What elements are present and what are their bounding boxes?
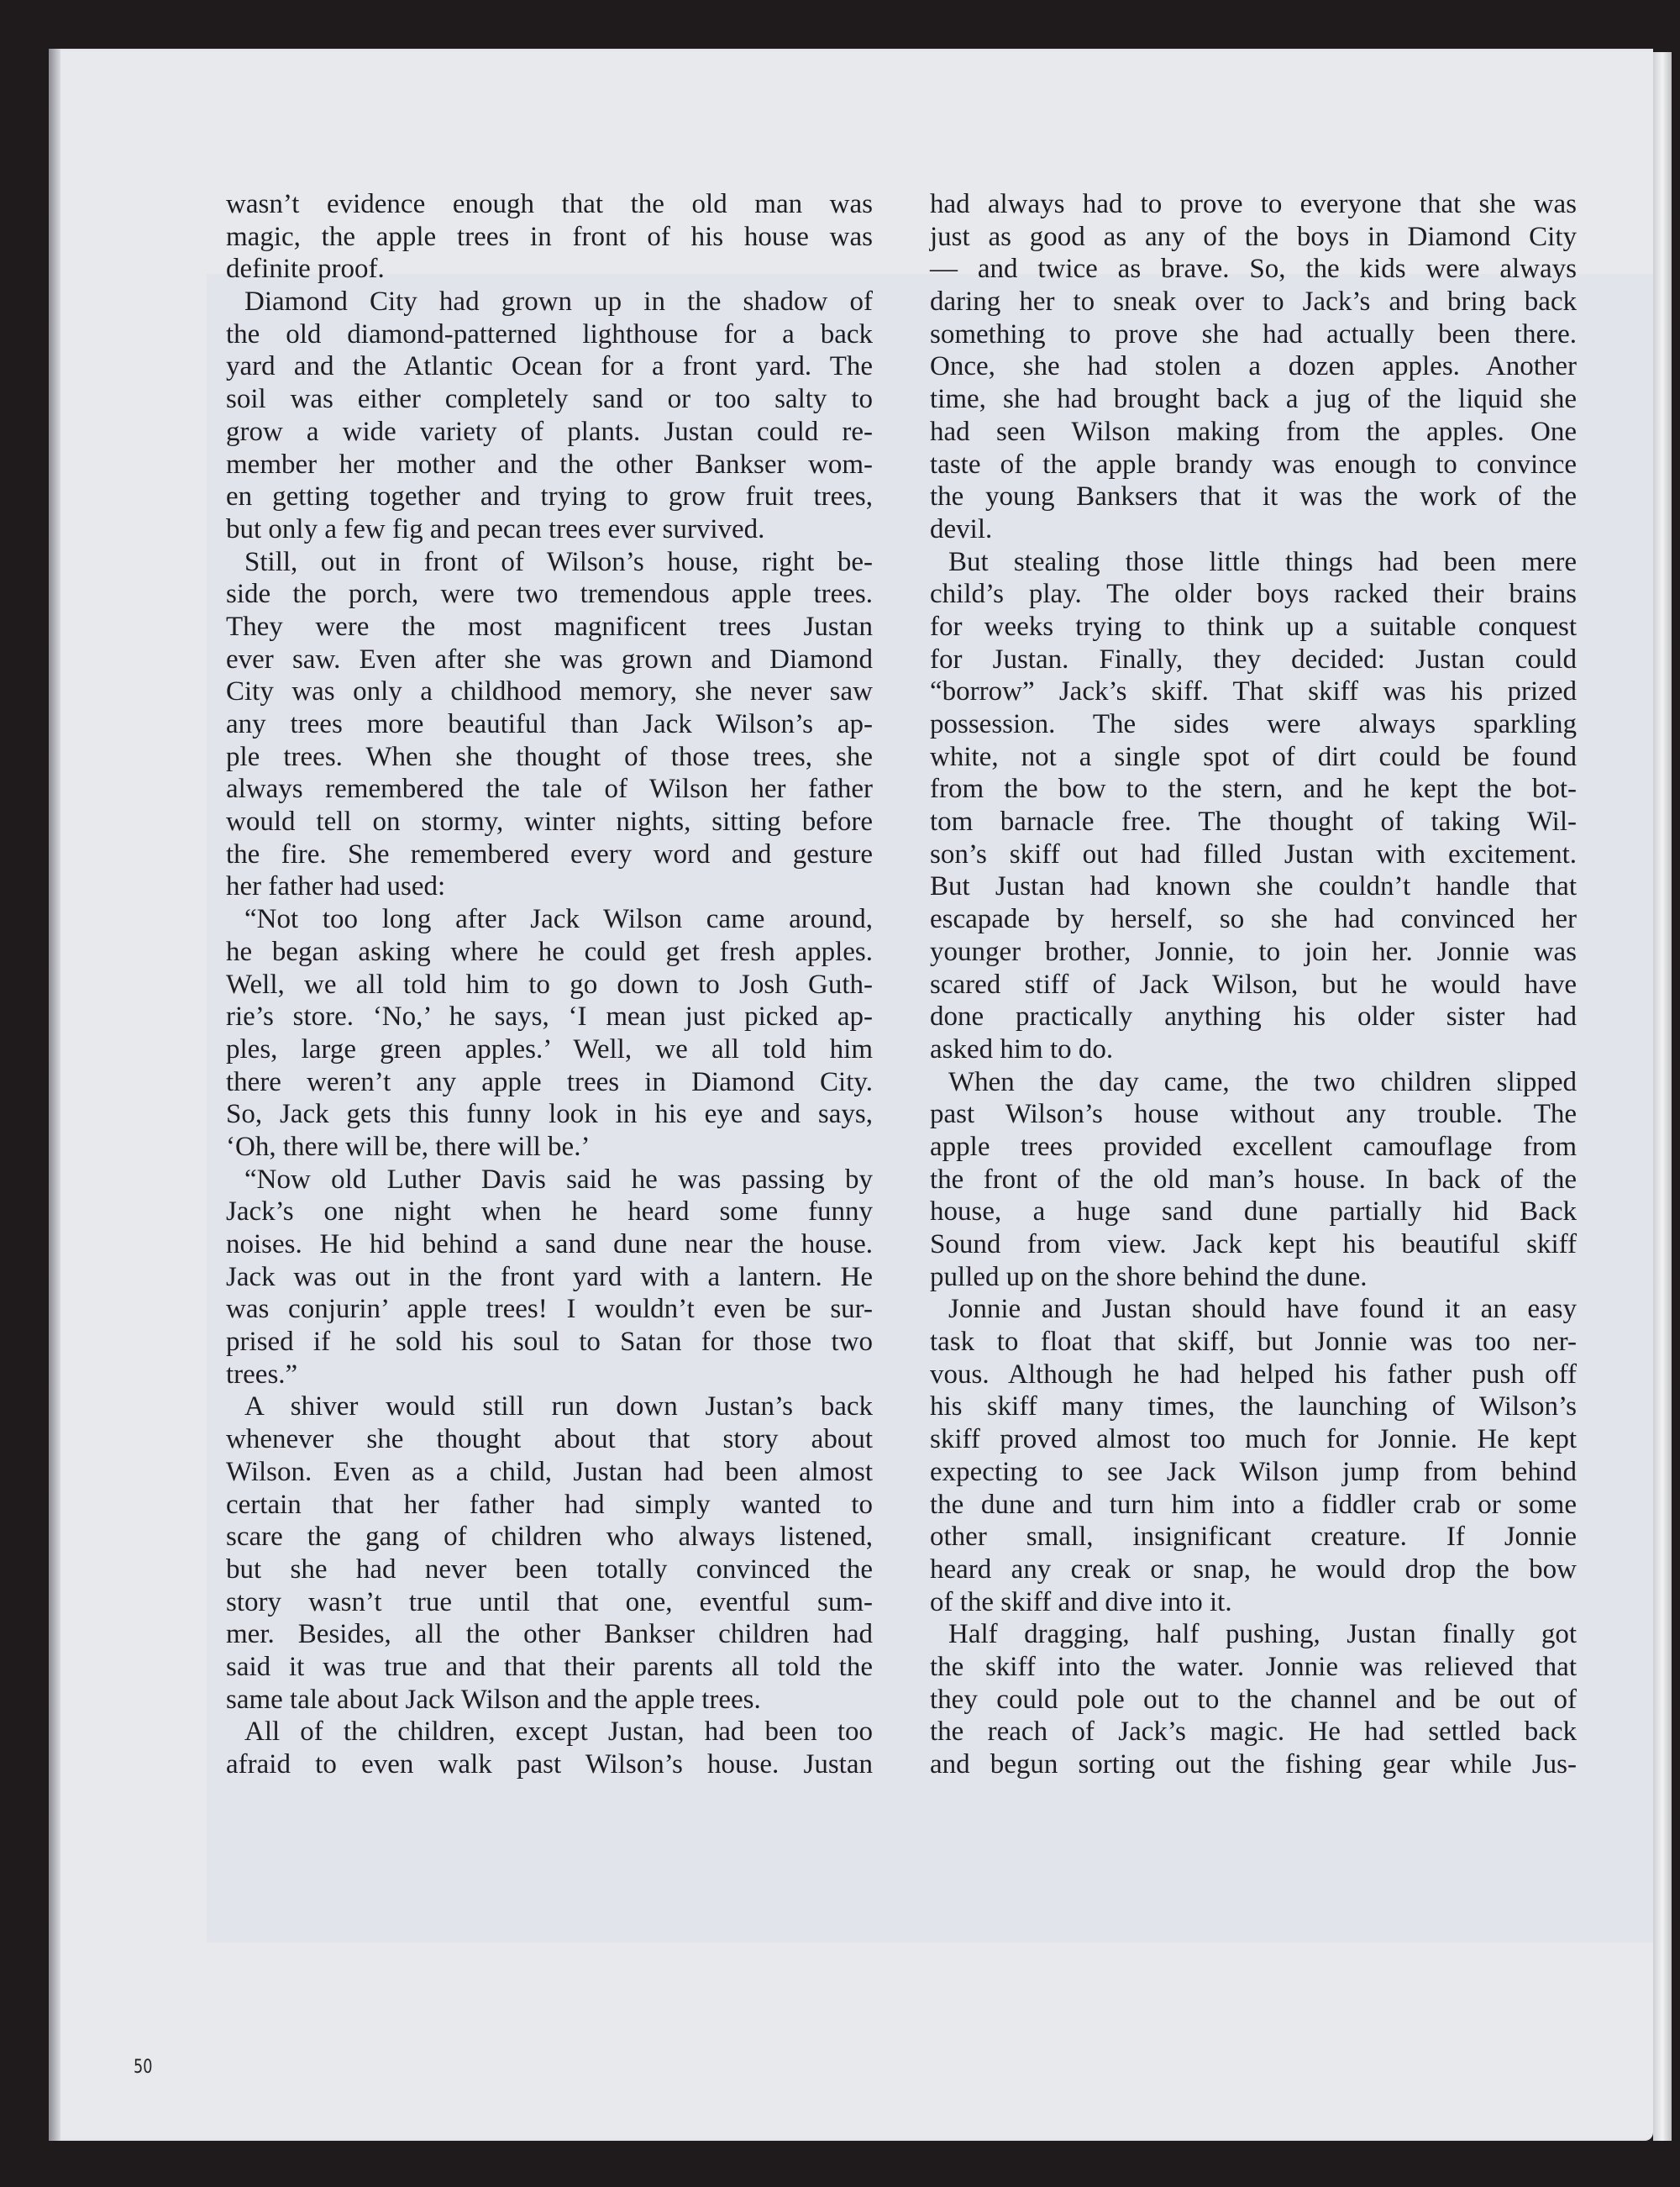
text-line: the front of the old man’s house. In back of the: [930, 1164, 1577, 1195]
text-line: house, a huge sand dune partially hid Back: [930, 1196, 1577, 1228]
text-line: for Justan. Finally, they decided: Justan could: [930, 644, 1577, 675]
text-line: When the day came, the two children slipped: [948, 1066, 1577, 1097]
text-line: the dune and turn him into a fiddler crab or some: [930, 1489, 1577, 1520]
text-line: ples, large green apples.’ Well, we all told him: [226, 1033, 873, 1065]
text-line: was conjurin’ apple trees! I wouldn’t even be sur-: [226, 1294, 873, 1325]
text-line: But Justan had known she couldn’t handle that: [930, 871, 1577, 902]
text-line: So, Jack gets this funny look in his eye and says,: [226, 1099, 873, 1130]
text-line: Still, out in front of Wilson’s house, right be-: [244, 546, 873, 577]
text-line: They were the most magnificent trees Justan: [226, 611, 873, 642]
paragraph: [226, 546, 873, 904]
text-line: definite proof.: [226, 254, 385, 285]
text-line: en getting together and trying to grow fruit trees,: [226, 481, 873, 513]
text-line: son’s skiff out had filled Justan with excitement.: [930, 839, 1577, 870]
text-line: from the bow to the stern, and he kept the bot-: [930, 774, 1577, 805]
text-line: any trees more beautiful than Jack Wilson’s ap-: [226, 709, 873, 739]
text-line: the skiff into the water. Jonnie was relieved that: [930, 1651, 1577, 1682]
text-line: would tell on stormy, winter nights, sitting before: [226, 807, 873, 838]
text-line: Wilson. Even as a child, Justan had been almost: [226, 1456, 873, 1487]
text-line: member her mother and the other Bankser wom-: [226, 449, 873, 480]
text-line: other small, insignificant creature. If Jonnie: [930, 1522, 1577, 1553]
text-line: skiff proved almost too much for Jonnie. He kept: [930, 1424, 1577, 1455]
text-line: — and twice as brave. So, the kids were always: [930, 254, 1577, 285]
text-line: escapade by herself, so she had convinced her: [930, 904, 1577, 935]
text-line: trees.”: [226, 1359, 298, 1390]
text-line: rie’s store. ‘No,’ he says, ‘I mean just picked ap-: [226, 1001, 873, 1033]
text-line: mer. Besides, all the other Bankser children had: [226, 1619, 873, 1650]
text-line: something to prove she had actually been there.: [930, 318, 1577, 350]
text-line: of the skiff and dive into it.: [930, 1586, 1232, 1617]
text-line: But stealing those little things had been mere: [948, 546, 1577, 577]
paragraph: [930, 1618, 1577, 1780]
text-line: child’s play. The older boys racked their brains: [930, 579, 1577, 610]
text-line: Sound from view. Jack kept his beautiful skiff: [930, 1229, 1577, 1259]
text-line: said it was true and that their parents all told the: [226, 1651, 873, 1682]
text-line: expecting to see Jack Wilson jump from behind: [930, 1456, 1577, 1487]
paragraph: [226, 1391, 873, 1716]
text-line: done practically anything his older sister had: [930, 1001, 1577, 1033]
text-line: had seen Wilson making from the apples. One: [930, 416, 1577, 447]
book-spine-shadow: [49, 49, 60, 2141]
text-line: ple trees. When she thought of those trees, she: [226, 741, 873, 772]
text-line: wasn’t evidence enough that the old man was: [226, 189, 873, 219]
text-line: time, she had brought back a jug of the liquid she: [930, 384, 1577, 415]
text-line: side the porch, were two tremendous apple trees.: [226, 579, 873, 610]
text-line: noises. He hid behind a sand dune near the house.: [226, 1229, 873, 1259]
text-line: Once, she had stolen a dozen apples. Another: [930, 351, 1577, 382]
paragraph: [930, 1293, 1577, 1618]
text-line: taste of the apple brandy was enough to convince: [930, 449, 1577, 480]
text-line: task to float that skiff, but Jonnie was too ner-: [930, 1327, 1577, 1358]
text-line: the fire. She remembered every word and gesture: [226, 839, 873, 870]
text-line: tom barnacle free. The thought of taking Wil-: [930, 807, 1577, 838]
text-line: yard and the Atlantic Ocean for a front yard. The: [226, 351, 873, 382]
text-line: pulled up on the shore behind the dune.: [930, 1261, 1368, 1292]
paragraph: [226, 188, 873, 286]
text-line: A shiver would still run down Justan’s back: [244, 1391, 873, 1422]
text-line: there weren’t any apple trees in Diamond City.: [226, 1066, 873, 1097]
text-line: possession. The sides were always sparkling: [930, 709, 1577, 739]
text-line: scare the gang of children who always listened,: [226, 1522, 873, 1553]
text-line: devil.: [930, 513, 993, 544]
text-line: story wasn’t true until that one, eventful sum-: [226, 1586, 873, 1617]
text-line: certain that her father had simply wanted to: [226, 1489, 873, 1520]
text-line: had always had to prove to everyone that she was: [930, 189, 1577, 219]
text-line: but she had never been totally convinced the: [226, 1554, 873, 1585]
text-line: whenever she thought about that story about: [226, 1424, 873, 1455]
paragraph: [930, 1066, 1577, 1294]
text-line: they could pole out to the channel and be out of: [930, 1684, 1577, 1715]
text-line: Well, we all told him to go down to Josh Guth-: [226, 969, 873, 1000]
text-line: afraid to even walk past Wilson’s house. Justan: [226, 1749, 873, 1780]
text-line: magic, the apple trees in front of his house was: [226, 221, 873, 252]
text-line: ‘Oh, there will be, there will be.’: [226, 1131, 591, 1162]
text-line: always remembered the tale of Wilson her father: [226, 774, 873, 805]
text-line: daring her to sneak over to Jack’s and bring back: [930, 287, 1577, 318]
text-line: apple trees provided excellent camouflage from: [930, 1131, 1577, 1162]
text-line: grow a wide variety of plants. Justan could re-: [226, 416, 873, 447]
text-column-right: [930, 188, 1577, 1781]
paragraph: [930, 188, 1577, 546]
text-line: but only a few fig and pecan trees ever survived.: [226, 513, 765, 544]
text-line: his skiff many times, the launching of Wilson’s: [930, 1391, 1577, 1422]
text-line: “borrow” Jack’s skiff. That skiff was his prized: [930, 676, 1577, 707]
text-line: ever saw. Even after she was grown and Diamond: [226, 644, 873, 675]
text-line: same tale about Jack Wilson and the apple trees.: [226, 1684, 761, 1715]
text-line: All of the children, except Justan, had been too: [244, 1716, 873, 1748]
text-line: and begun sorting out the fishing gear while Jus-: [930, 1749, 1577, 1780]
paragraph: [226, 1716, 873, 1780]
text-line: the reach of Jack’s magic. He had settled back: [930, 1716, 1577, 1748]
text-line: scared stiff of Jack Wilson, but he would have: [930, 969, 1577, 1000]
text-line: “Not too long after Jack Wilson came around,: [244, 904, 873, 935]
text-line: Jonnie and Justan should have found it an easy: [948, 1294, 1577, 1325]
paragraph: [226, 286, 873, 546]
text-line: past Wilson’s house without any trouble. The: [930, 1099, 1577, 1130]
text-line: the young Banksers that it was the work of the: [930, 481, 1577, 513]
page-edge: [1653, 52, 1672, 2141]
text-line: Jack’s one night when he heard some funny: [226, 1196, 873, 1228]
text-line: Half dragging, half pushing, Justan finally got: [948, 1619, 1577, 1650]
text-line: asked him to do.: [930, 1033, 1114, 1065]
text-line: white, not a single spot of dirt could be found: [930, 741, 1577, 772]
text-line: “Now old Luther Davis said he was passing by: [244, 1164, 873, 1195]
text-line: for weeks trying to think up a suitable conquest: [930, 611, 1577, 642]
paragraph: [930, 546, 1577, 1066]
text-line: Jack was out in the front yard with a lantern. He: [226, 1261, 873, 1292]
text-line: just as good as any of the boys in Diamond City: [930, 221, 1577, 252]
text-line: Diamond City had grown up in the shadow of: [244, 287, 873, 318]
text-line: soil was either completely sand or too salty to: [226, 384, 873, 415]
text-line: younger brother, Jonnie, to join her. Jonnie was: [930, 936, 1577, 967]
paragraph: [226, 1164, 873, 1391]
text-line: City was only a childhood memory, she never saw: [226, 676, 873, 707]
page-number: 50: [134, 2057, 153, 2078]
text-line: heard any creak or snap, he would drop the bow: [930, 1554, 1577, 1585]
text-line: vous. Although he had helped his father push off: [930, 1359, 1577, 1390]
text-line: her father had used:: [226, 871, 446, 902]
paragraph: [226, 903, 873, 1164]
text-line: prised if he sold his soul to Satan for those two: [226, 1327, 873, 1358]
text-line: the old diamond-patterned lighthouse for a back: [226, 318, 873, 350]
text-line: he began asking where he could get fresh apples.: [226, 936, 873, 967]
text-column-left: [226, 188, 873, 1781]
